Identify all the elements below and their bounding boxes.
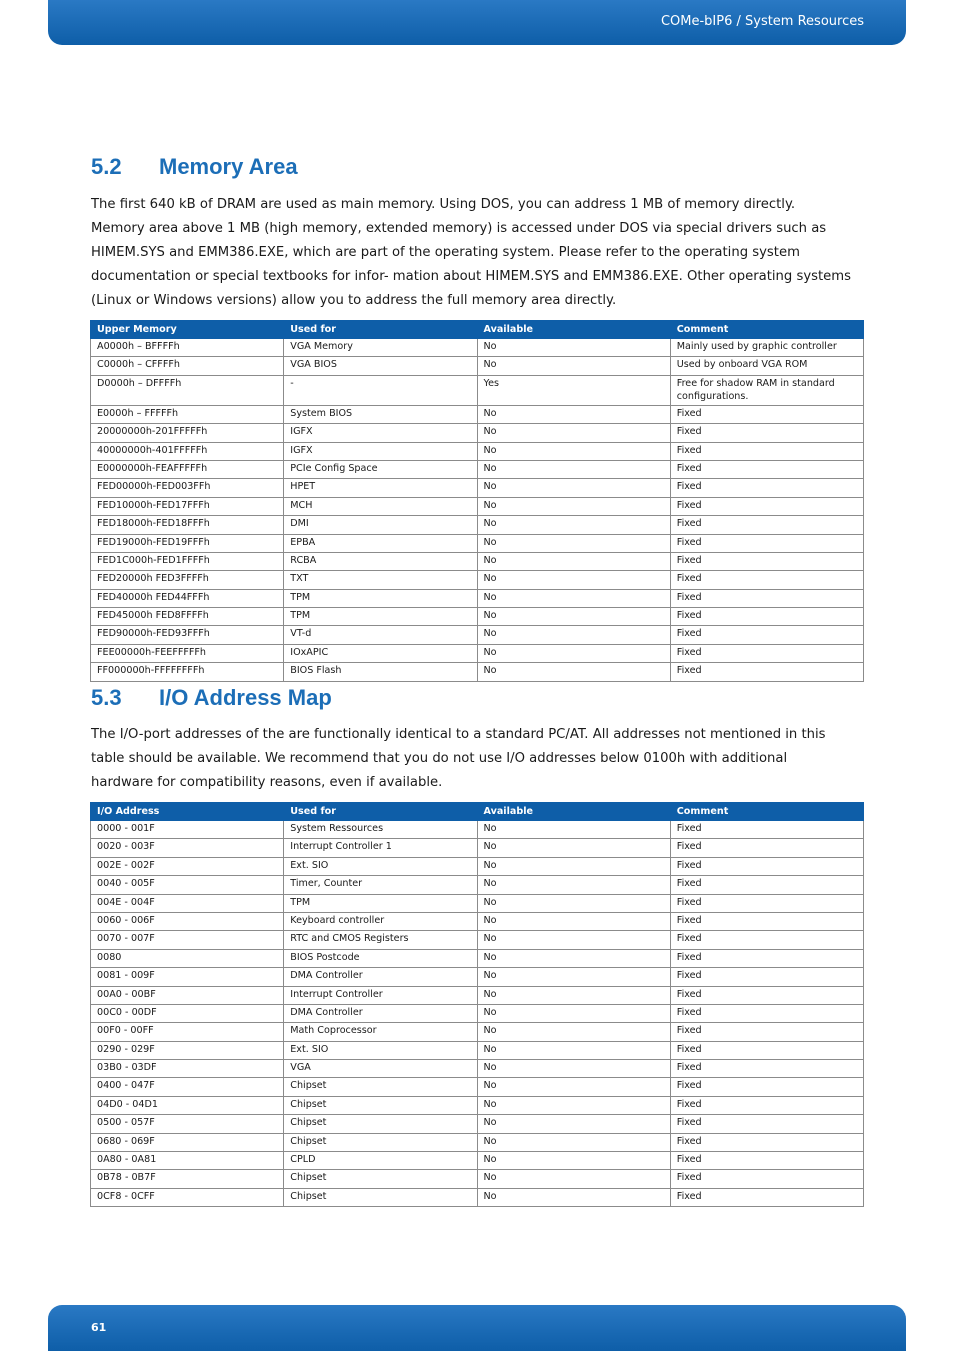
table-cell: Chipset [284, 1188, 477, 1206]
table-cell: No [477, 552, 670, 570]
table-cell: Interrupt Controller [284, 986, 477, 1004]
table-row [91, 479, 864, 497]
table-cell: FED18000h-FED18FFFh [91, 516, 284, 534]
table-cell: TPM [284, 608, 477, 626]
table-cell: No [477, 1152, 670, 1170]
io-address-table [90, 802, 864, 1207]
table-row [91, 516, 864, 534]
table-cell: System Ressources [284, 821, 477, 839]
table-cell: 0400 - 047F [91, 1078, 284, 1096]
table-row [91, 644, 864, 662]
table-cell: EPBA [284, 534, 477, 552]
table-cell: Fixed [670, 839, 863, 857]
table-cell: Fixed [670, 534, 863, 552]
table-cell: No [477, 1004, 670, 1022]
table-cell: Fixed [670, 405, 863, 423]
table-row [91, 442, 864, 460]
table-cell: No [477, 1188, 670, 1206]
table-cell: 0070 - 007F [91, 931, 284, 949]
table-cell: Fixed [670, 949, 863, 967]
table-cell: FED45000h FED8FFFFh [91, 608, 284, 626]
page-header [48, 0, 906, 45]
table-cell: Fixed [670, 626, 863, 644]
table-cell: 0290 - 029F [91, 1041, 284, 1059]
table-cell: No [477, 571, 670, 589]
table-cell: No [477, 821, 670, 839]
table-cell: VGA Memory [284, 339, 477, 357]
table-cell: PCIe Config Space [284, 460, 477, 478]
column-header: I/O Address [91, 803, 284, 821]
table-cell: 04D0 - 04D1 [91, 1096, 284, 1114]
table-cell: 0060 - 006F [91, 912, 284, 930]
table-cell: No [477, 589, 670, 607]
table-cell: Fixed [670, 442, 863, 460]
table-row [91, 405, 864, 423]
table-cell: Fixed [670, 986, 863, 1004]
section-number: 5.2 [91, 154, 122, 179]
table-cell: No [477, 663, 670, 681]
table-cell: Fixed [670, 1004, 863, 1022]
table-cell: No [477, 857, 670, 875]
column-header: Comment [670, 321, 863, 339]
table-cell: Fixed [670, 894, 863, 912]
table-cell: RCBA [284, 552, 477, 570]
table-row [91, 931, 864, 949]
table-row [91, 1115, 864, 1133]
table-row [91, 460, 864, 478]
table-cell: - [284, 375, 477, 405]
table-cell: Fixed [670, 608, 863, 626]
table-cell: Fixed [670, 1188, 863, 1206]
table-cell: FED20000h FED3FFFFh [91, 571, 284, 589]
table-cell: 0A80 - 0A81 [91, 1152, 284, 1170]
table-cell: 0081 - 009F [91, 968, 284, 986]
table-cell: Fixed [670, 821, 863, 839]
table-cell: Fixed [670, 516, 863, 534]
table-cell: DMA Controller [284, 968, 477, 986]
table-cell: DMI [284, 516, 477, 534]
table-cell: Fixed [670, 912, 863, 930]
table-row [91, 949, 864, 967]
table-row [91, 894, 864, 912]
table-row [91, 424, 864, 442]
table-cell: RTC and CMOS Registers [284, 931, 477, 949]
memory-area-paragraph: The first 640 kB of DRAM are used as main memory. Using DOS, you can address 1 MB of memory directly. Memory area above 1 MB (high memory, extended memory) is accessed under DOS via special drivers such as HIMEM.SYS and EMM386.EXE, which are part of the operating system. Please refer to the operating system documentation or special textbooks for infor- mation about HIMEM.SYS and EMM386.EXE. Other operating systems (Linux or Windows versions) allow you to address the full memory area directly. [91, 197, 852, 308]
memory-area-table [90, 320, 864, 682]
table-cell: IOxAPIC [284, 644, 477, 662]
table-cell: Fixed [670, 931, 863, 949]
table-cell: Chipset [284, 1078, 477, 1096]
table-cell: No [477, 1115, 670, 1133]
table-cell: Fixed [670, 497, 863, 515]
table-cell: No [477, 424, 670, 442]
table-row [91, 589, 864, 607]
table-row [91, 1023, 864, 1041]
table-row [91, 626, 864, 644]
table-cell: No [477, 405, 670, 423]
table-cell: Fixed [670, 968, 863, 986]
table-row [91, 339, 864, 357]
table-cell: Fixed [670, 1060, 863, 1078]
table-header-row [91, 803, 864, 821]
table-row [91, 608, 864, 626]
table-row [91, 1188, 864, 1206]
table-cell: TPM [284, 589, 477, 607]
table-cell: No [477, 479, 670, 497]
table-cell: TPM [284, 894, 477, 912]
table-row [91, 375, 864, 405]
table-cell: No [477, 644, 670, 662]
table-cell: No [477, 608, 670, 626]
table-cell: No [477, 968, 670, 986]
table-cell: No [477, 1060, 670, 1078]
table-cell: Fixed [670, 1096, 863, 1114]
table-row [91, 839, 864, 857]
table-row [91, 1078, 864, 1096]
table-cell: Fixed [670, 857, 863, 875]
page-number: 61 [91, 1321, 107, 1334]
table-cell: Fixed [670, 1041, 863, 1059]
table-cell: Fixed [670, 479, 863, 497]
table-cell: No [477, 460, 670, 478]
table-cell: Ext. SIO [284, 1041, 477, 1059]
table-cell: Chipset [284, 1115, 477, 1133]
table-cell: CPLD [284, 1152, 477, 1170]
table-cell: 0080 [91, 949, 284, 967]
table-cell: E0000000h-FEAFFFFFh [91, 460, 284, 478]
table-cell: System BIOS [284, 405, 477, 423]
table-cell: No [477, 339, 670, 357]
table-cell: No [477, 876, 670, 894]
table-cell: D0000h – DFFFFh [91, 375, 284, 405]
table-cell: Fixed [670, 1023, 863, 1041]
table-cell: E0000h – FFFFFh [91, 405, 284, 423]
table-cell: No [477, 497, 670, 515]
table-cell: Fixed [670, 589, 863, 607]
table-cell: MCH [284, 497, 477, 515]
section-heading-io-address-map [91, 685, 332, 711]
table-cell: No [477, 986, 670, 1004]
table-row [91, 497, 864, 515]
table-cell: Math Coprocessor [284, 1023, 477, 1041]
section-number: 5.3 [91, 685, 122, 710]
table-cell: 40000000h-401FFFFFh [91, 442, 284, 460]
column-header: Available [477, 803, 670, 821]
column-header: Upper Memory [91, 321, 284, 339]
document-title: COMe-bIP6 / System Resources [660, 14, 864, 29]
table-cell: 20000000h-201FFFFFh [91, 424, 284, 442]
table-row [91, 357, 864, 375]
table-cell: 002E - 002F [91, 857, 284, 875]
column-header: Used for [284, 321, 477, 339]
table-cell: 00C0 - 00DF [91, 1004, 284, 1022]
section-heading-memory-area [91, 154, 298, 180]
table-cell: 0500 - 057F [91, 1115, 284, 1133]
table-row [91, 821, 864, 839]
table-cell: Free for shadow RAM in standard configurations. [670, 375, 863, 405]
table-cell: Fixed [670, 1152, 863, 1170]
table-cell: Fixed [670, 424, 863, 442]
table-cell: Mainly used by graphic controller [670, 339, 863, 357]
table-row [91, 857, 864, 875]
table-cell: BIOS Flash [284, 663, 477, 681]
table-cell: Chipset [284, 1133, 477, 1151]
table-cell: Used by onboard VGA ROM [670, 357, 863, 375]
column-header: Used for [284, 803, 477, 821]
io-address-map-paragraph: The I/O-port addresses of the are functionally identical to a standard PC/AT. All addresses not mentioned in this table should be available. We recommend that you do not use I/O addresses below 0100h with additional hardware for compatibility reasons, even if available. [91, 727, 826, 790]
table-cell: No [477, 949, 670, 967]
table-row [91, 1096, 864, 1114]
table-row [91, 1004, 864, 1022]
table-row [91, 912, 864, 930]
table-cell: No [477, 912, 670, 930]
table-cell: No [477, 534, 670, 552]
table-cell: 004E - 004F [91, 894, 284, 912]
table-row [91, 1133, 864, 1151]
table-cell: VT-d [284, 626, 477, 644]
table-cell: Fixed [670, 644, 863, 662]
table-cell: Fixed [670, 1115, 863, 1133]
table-cell: IGFX [284, 424, 477, 442]
table-cell: DMA Controller [284, 1004, 477, 1022]
table-cell: BIOS Postcode [284, 949, 477, 967]
table-header-row [91, 321, 864, 339]
table-cell: Fixed [670, 460, 863, 478]
table-cell: No [477, 626, 670, 644]
table-cell: 0B78 - 0B7F [91, 1170, 284, 1188]
table-cell: Fixed [670, 1170, 863, 1188]
column-header: Available [477, 321, 670, 339]
table-row [91, 876, 864, 894]
table-row [91, 663, 864, 681]
table-cell: Ext. SIO [284, 857, 477, 875]
section-title: I/O Address Map [159, 685, 332, 710]
table-cell: 0CF8 - 0CFF [91, 1188, 284, 1206]
table-row [91, 1152, 864, 1170]
table-cell: Fixed [670, 1078, 863, 1096]
table-cell: 0680 - 069F [91, 1133, 284, 1151]
table-cell: 0040 - 005F [91, 876, 284, 894]
table-cell: A0000h – BFFFFh [91, 339, 284, 357]
table-row [91, 1041, 864, 1059]
table-row [91, 552, 864, 570]
table-row [91, 534, 864, 552]
table-cell: FED00000h-FED003FFh [91, 479, 284, 497]
table-cell: Fixed [670, 876, 863, 894]
table-cell: Keyboard controller [284, 912, 477, 930]
table-cell: No [477, 1023, 670, 1041]
table-cell: TXT [284, 571, 477, 589]
table-cell: C0000h – CFFFFh [91, 357, 284, 375]
column-header: Comment [670, 803, 863, 821]
table-cell: No [477, 839, 670, 857]
table-cell: No [477, 1041, 670, 1059]
table-cell: Chipset [284, 1170, 477, 1188]
table-cell: FF000000h-FFFFFFFFh [91, 663, 284, 681]
table-cell: IGFX [284, 442, 477, 460]
table-row [91, 968, 864, 986]
table-row [91, 571, 864, 589]
table-cell: No [477, 1078, 670, 1096]
table-cell: Timer, Counter [284, 876, 477, 894]
table-cell: No [477, 894, 670, 912]
table-cell: HPET [284, 479, 477, 497]
section-title: Memory Area [159, 154, 298, 179]
table-cell: FEE00000h-FEEFFFFFh [91, 644, 284, 662]
table-cell: No [477, 357, 670, 375]
table-cell: VGA BIOS [284, 357, 477, 375]
table-cell: Fixed [670, 1133, 863, 1151]
table-cell: No [477, 1133, 670, 1151]
table-cell: FED1C000h-FED1FFFFh [91, 552, 284, 570]
table-cell: 00A0 - 00BF [91, 986, 284, 1004]
table-cell: FED10000h-FED17FFFh [91, 497, 284, 515]
table-cell: No [477, 442, 670, 460]
table-cell: Fixed [670, 571, 863, 589]
table-cell: 0000 - 001F [91, 821, 284, 839]
table-cell: No [477, 516, 670, 534]
table-row [91, 986, 864, 1004]
table-cell: 00F0 - 00FF [91, 1023, 284, 1041]
table-cell: Fixed [670, 552, 863, 570]
table-cell: No [477, 1096, 670, 1114]
table-cell: No [477, 931, 670, 949]
table-cell: Chipset [284, 1096, 477, 1114]
table-cell: VGA [284, 1060, 477, 1078]
table-cell: Yes [477, 375, 670, 405]
table-cell: 0020 - 003F [91, 839, 284, 857]
table-cell: 03B0 - 03DF [91, 1060, 284, 1078]
table-cell: Interrupt Controller 1 [284, 839, 477, 857]
table-cell: No [477, 1170, 670, 1188]
table-row [91, 1170, 864, 1188]
table-cell: Fixed [670, 663, 863, 681]
table-cell: FED19000h-FED19FFFh [91, 534, 284, 552]
table-cell: FED40000h FED44FFFh [91, 589, 284, 607]
table-cell: FED90000h-FED93FFFh [91, 626, 284, 644]
page-footer [48, 1305, 906, 1351]
table-row [91, 1060, 864, 1078]
